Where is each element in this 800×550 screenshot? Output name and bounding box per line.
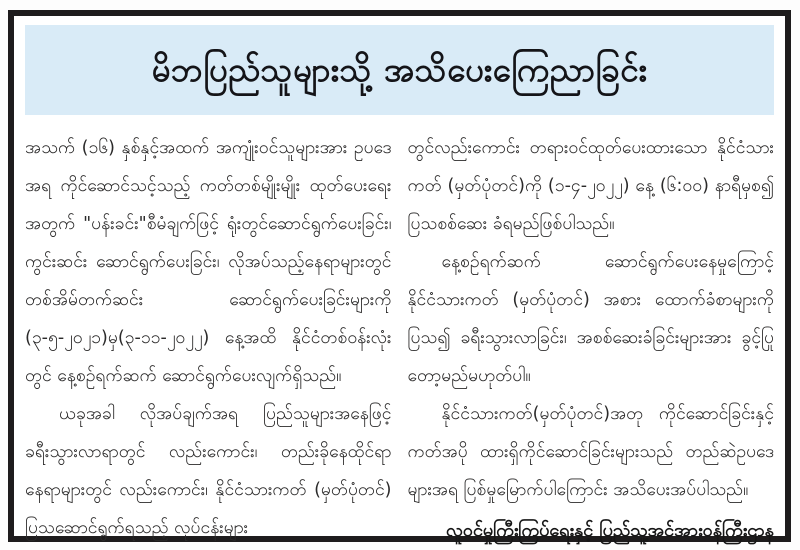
column-left	[25, 129, 392, 538]
notice-frame	[8, 10, 791, 542]
signature-line: လူဝင်မှုကြီးကြပ်ရေးနှင့် ပြည်သူ့အင်အားဝန်ကြီးဌာန	[445, 520, 774, 541]
title-banner	[25, 25, 774, 115]
paragraph-right-2: နေ့စဉ်ရက်ဆက် ဆောင်ရွက်ပေးနေမှုကြောင့် နိုင်ငံသားကတ် (မှတ်ပုံတင်) အစား ထောက်ခံစာများကို ပြသ၍ ခရီးသွားလာခြင်း၊ အစစ်ဆေးခံခြင်းများအား ခွင့်ပြုတော့မည်မဟုတ်ပါ။	[407, 252, 774, 386]
column-right	[407, 129, 775, 541]
paragraph-left-1: အသက် (၁၆) နှစ်နှင့်အထက် အကျုံးဝင်သူများအား ဥပဒေအရ ကိုင်ဆောင်သင့်သည့် ကတ်တစ်မျိုးမျိုး ထုတ်ပေးရေးအတွက် "ပန်းခင်း"စီမံချက်ဖြင့် ရုံးတွင်ဆောင်ရွက်ပေးခြင်း၊ ကွင်းဆင်း ဆောင်ရွက်ပေးခြင်း၊ လိုအပ်သည့်နေရာများတွင် တစ်အိမ်တက်ဆင်း ဆောင်ရွက်ပေးခြင်းများကို (၃-၅-၂၀၂၁)မှ(၃-၁၁-၂၀၂၂) နေ့အထိ နိုင်ငံတစ်ဝန်းလုံးတွင် နေ့စဉ်ရက်ဆက် ဆောင်ရွက်ပေးလျက်ရှိသည်။	[25, 138, 392, 386]
paragraph-right-3: နိုင်ငံသားကတ်(မှတ်ပုံတင်)အတု ကိုင်ဆောင်ခြင်းနှင့် ကတ်အပို ထားရှိကိုင်ဆောင်ခြင်းများသည် တည်ဆဲဥပဒေများအရ ပြစ်မှုမြောက်ပါကြောင်း အသိပေးအပ်ပါသည်။	[407, 404, 774, 500]
notice-title: မိဘပြည်သူများသို့ အသိပေးကြေညာခြင်း	[151, 49, 648, 89]
body-columns	[25, 129, 774, 541]
paragraph-left-2: ယခုအခါ လိုအပ်ချက်အရ ပြည်သူများအနေဖြင့် ခရီးသွားလာရာတွင် လည်းကောင်း၊ တည်းခိုနေထိုင်ရာ နေရာများတွင် လည်းကောင်း၊ နိုင်ငံသားကတ် (မှတ်ပုံတင်) ပြသဆောင်ရွက်ရသည့် လုပ်ငန်းများ	[25, 404, 392, 538]
paragraph-right-1: တွင်လည်းကောင်း တရားဝင်ထုတ်ပေးထားသော နိုင်ငံသားကတ် (မှတ်ပုံတင်)ကို (၁-၄-၂၀၂၂) နေ့ (၆:၀၀) နာရီမှစ၍ ပြသစစ်ဆေး ခံရမည်ဖြစ်ပါသည်။	[407, 138, 774, 234]
